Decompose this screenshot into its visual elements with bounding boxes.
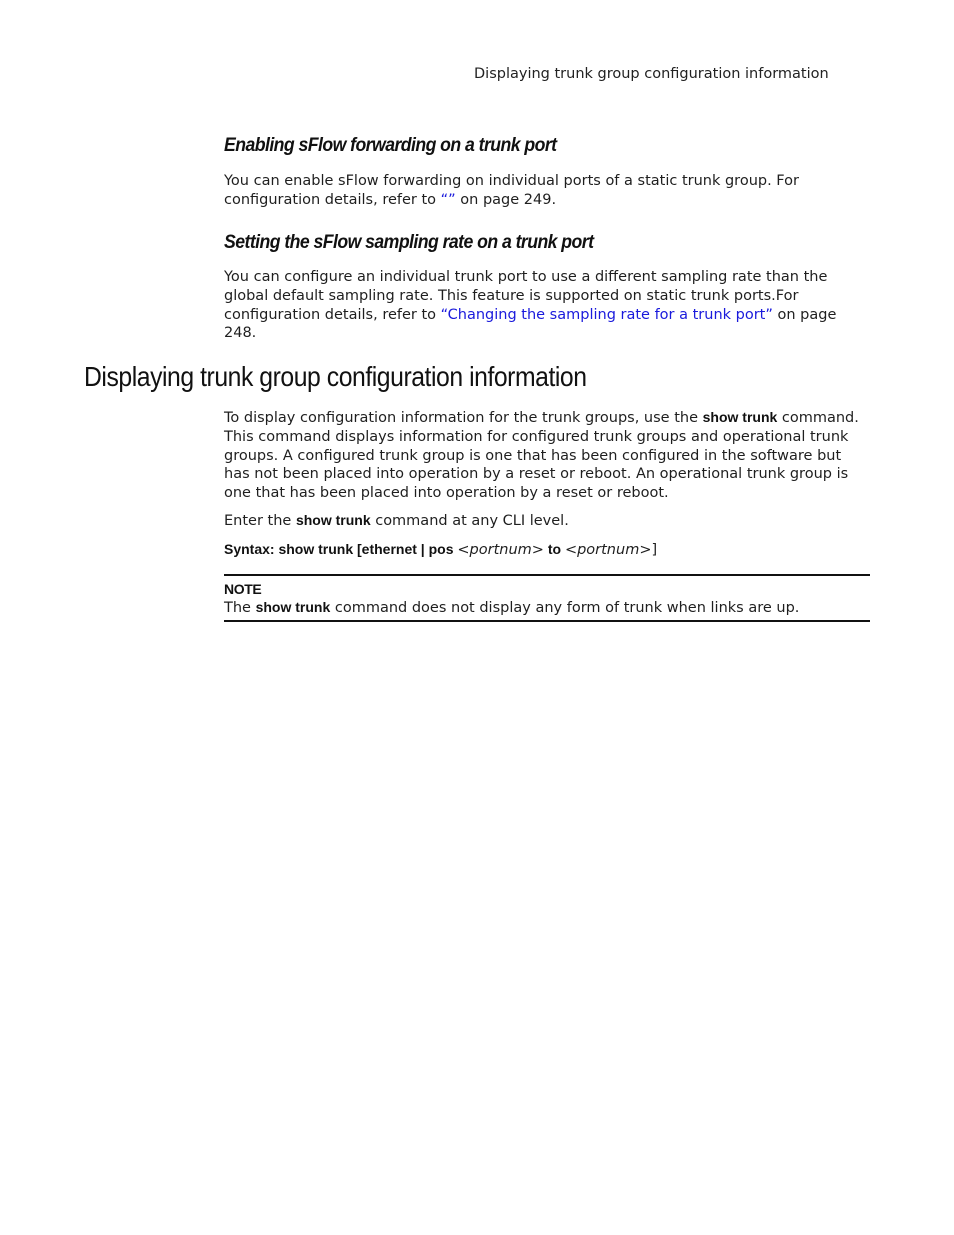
syntax-variable: <portnum>	[457, 542, 544, 558]
note-text-part: command does not display any form of trunk when links are up.	[330, 600, 800, 616]
paragraph-text: on page 249.	[455, 191, 557, 208]
command-show-trunk: show trunk	[702, 409, 778, 425]
syntax-command: Syntax: show trunk [ethernet | pos	[224, 541, 458, 557]
changing-sampling-rate-link[interactable]: “Changing the sampling rate for a trunk port”	[440, 306, 773, 323]
paragraph-sampling-rate	[224, 268, 869, 343]
heading-enabling-sflow-forwarding: Enabling sFlow forwarding on a trunk port	[224, 135, 557, 156]
paragraph-text: You can enable sFlow forwarding on individual ports of a static trunk group. For configuration details, refer to	[224, 173, 799, 208]
paragraph-sflow-forwarding	[224, 172, 869, 210]
paragraph-text: To display configuration information for the trunk groups, use the	[224, 410, 703, 426]
running-header: Displaying trunk group configuration information	[474, 66, 829, 82]
command-show-trunk: show trunk	[255, 599, 331, 615]
paragraph-text: command at any CLI level.	[370, 513, 569, 529]
syntax-variable: <portnum>	[564, 542, 652, 558]
heading-setting-sampling-rate: Setting the sFlow sampling rate on a trunk port	[224, 232, 594, 253]
note-text	[224, 598, 870, 617]
syntax-line	[224, 540, 869, 560]
paragraph-display-intro	[224, 408, 869, 503]
paragraph-text: You can configure an individual trunk port to use a different sampling rate than the global default sampling rate. This feature is supported on static trunk ports.For configuration details, refer to	[224, 269, 828, 323]
cross-reference-link[interactable]: “”	[440, 191, 456, 208]
syntax-keyword-to: to	[543, 541, 565, 557]
paragraph-enter-command	[224, 511, 869, 531]
paragraph-text: Enter the	[224, 513, 296, 529]
paragraph-text: on page 248.	[224, 306, 837, 342]
syntax-close-bracket: ]	[651, 542, 658, 558]
note-label: NOTE	[224, 581, 262, 597]
section-heading-displaying-trunk-group: Displaying trunk group configuration information	[84, 361, 587, 392]
paragraph-text: command. This command displays information for configured trunk groups and operational trunk groups. A configured trunk group is one that has been configured in the software but has not been placed into operation by a reset or reboot. An operational trunk group is one that has been placed into operation by a reset or reboot.	[224, 410, 859, 502]
command-show-trunk: show trunk	[295, 512, 371, 528]
note-text-part: The	[224, 600, 256, 616]
note-box	[224, 574, 870, 622]
